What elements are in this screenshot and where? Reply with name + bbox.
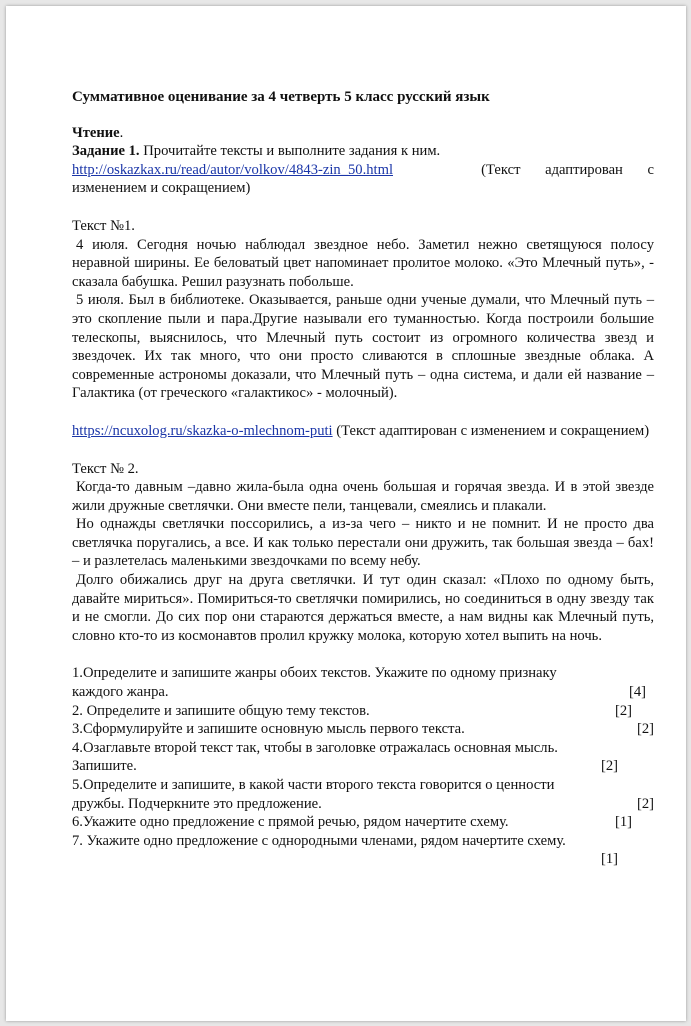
reading-heading-line: Чтение. [72,124,124,141]
question-1-line-a: 1.Определите и запишите жанры обоих текстов. Укажите по одному признаку [72,665,557,682]
question-5-text-b: дружбы. Подчеркните это предложение. [72,795,322,812]
question-4-score: [2] [600,758,618,775]
link1-note: (Текст адаптирован с [481,161,654,178]
question-6 [72,813,654,832]
question-2-score: [2] [614,702,632,719]
question-7-score-line [72,850,654,869]
task1-line [72,142,654,161]
question-1-line-b [72,683,654,702]
link-oskazkax[interactable]: http://oskazkax.ru/read/autor/volkov/4843-zin_50.html [72,161,393,178]
question-5-line-b [72,795,654,814]
reading-heading: Чтение [72,124,120,141]
link1-note-cont: изменением и сокращением) [72,180,251,197]
question-7: 7. Укажите одно предложение с однородными членами, рядом начертите схему. [72,832,566,849]
question-3-score: [2] [636,721,654,738]
text2-paragraph-3: Долго обижались друг на друга светлячки. И тут один сказал: «Плохо по одному быть, давайте мириться». Помириться-то светлячки помирились, но соединиться в одну звезду так и не смогли. До сих пор они стараются держаться вместе, а нам видны как Млечный путь, словно кто-то из космонавтов пролил кружку молока, которую хотел выпить на ночь. [72,572,654,644]
question-6-text: 6.Укажите одно предложение с прямой речью, рядом начертите схему. [72,814,509,831]
document-title: Суммативное оценивание за 4 четверть 5 класс русский язык [72,89,490,105]
question-6-score: [1] [614,814,632,831]
question-3 [72,720,654,739]
text2-paragraph-1: Когда-то давным –давно жила-была одна очень большая и горячая звезда. И в этой звезде жили дружные светлячки. Они вместе пели, танцевали, смеялись и плакали. [72,479,654,514]
question-3-text: 3.Сформулируйте и запишите основную мысль первого текста. [72,721,465,738]
text2-label: Текст № 2. [72,460,139,477]
task1-text: Прочитайте тексты и выполните задания к ним. [139,143,441,160]
document-page [6,6,686,1021]
question-2 [72,702,654,721]
questions-list [72,664,654,869]
source2-note: (Текст адаптирован с изменением и сокращением) [332,422,650,439]
question-4-line-b [72,757,654,776]
link-ncuxolog[interactable]: https://ncuxolog.ru/skazka-o-mlechnom-puti [72,422,333,439]
text1-label: Текст №1. [72,217,135,234]
question-7-score: [1] [600,851,618,868]
text1-paragraph-1: 4 июля. Сегодня ночью наблюдал звездное небо. Заметил нежно светящуюся полосу неравной ширины. Ее беловатый цвет напоминает пролитое молоко. «Это Млечный путь», - сказала бабушка. Решил разузнать побольше. [72,236,654,290]
question-5-score: [2] [636,795,654,812]
question-4-text-b: Запишите. [72,758,137,775]
question-5-line-a: 5.Определите и запишите, в какой части второго текста говорится о ценности [72,777,555,793]
question-1-score: [4] [628,684,646,701]
source2-line [72,422,654,441]
question-2-text: 2. Определите и запишите общую тему текстов. [72,702,370,719]
text2-paragraph-2: Но однажды светлячки поссорились, а из-за чего – никто и не помнит. И не просто два светлячка поругались, а все. И как только перестали они дружить, так большая звезда – бах! – и разлетелась маленькими звездочками по всему небу. [72,516,654,570]
document-content [72,88,654,869]
task1-label: Задание 1. [72,143,140,160]
text1-paragraph-2: 5 июля. Был в библиотеке. Оказывается, раньше одни ученые думали, что Млечный путь – это скопление пыли и пара.Другие называли его туманностью. Когда построили большие телескопы, выяснилось, что Млечный путь состоит из огромного количества звезд и звездочек. Их так много, что они просто сливаются в сплошные звездные облака. А современные астрономы доказали, что Млечный путь – одна система, и дали ей название – Галактика (от греческого «галактикос» - молочный). [72,292,654,402]
question-1-text-b: каждого жанра. [72,684,169,701]
link1-line [72,161,654,180]
question-4-line-a: 4.Озаглавьте второй текст так, чтобы в заголовке отражалась основная мысль. [72,739,558,756]
